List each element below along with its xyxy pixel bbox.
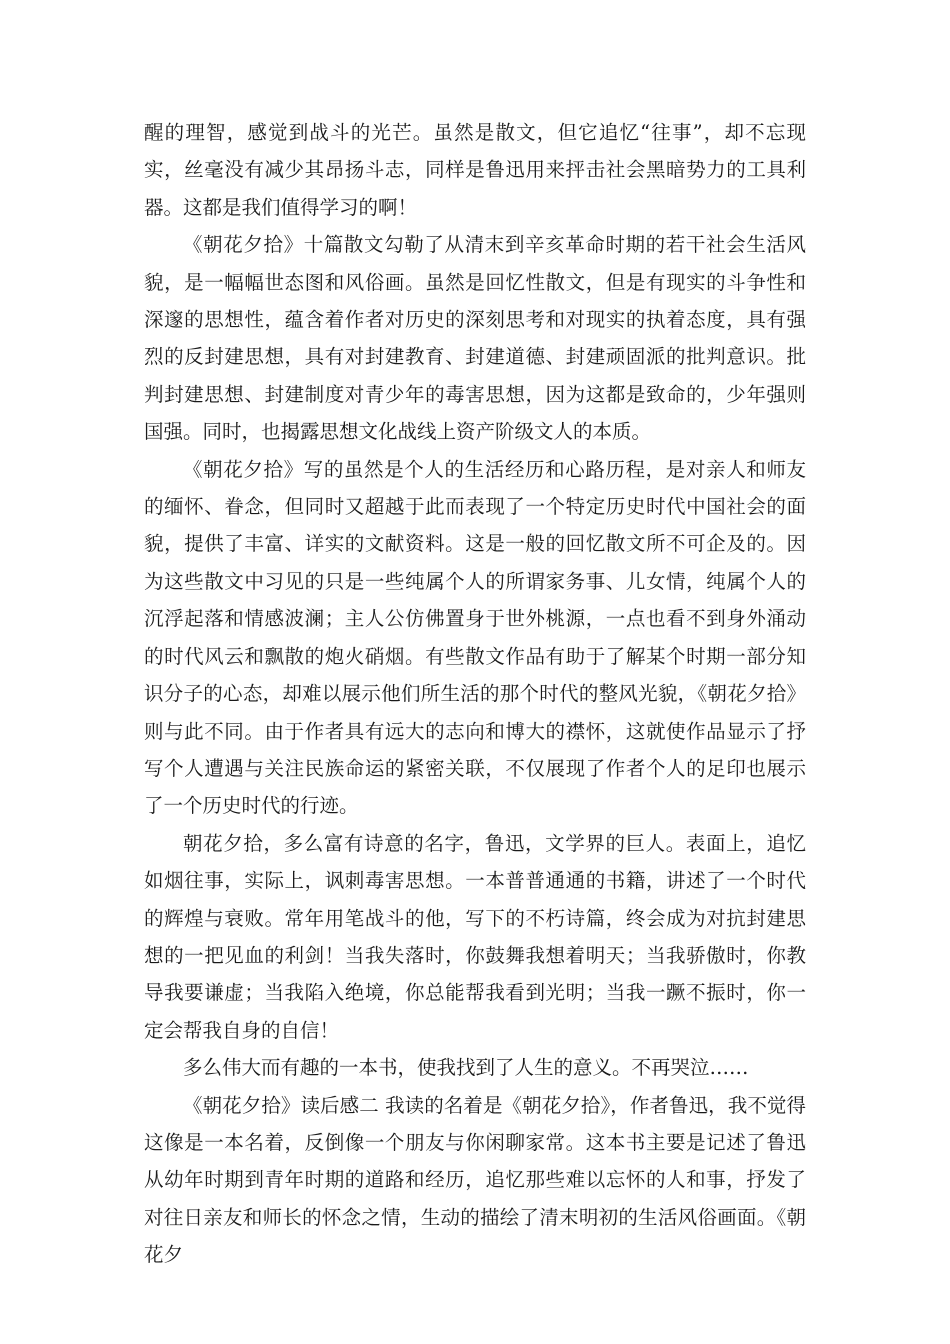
paragraph-6: 《朝花夕拾》读后感二 我读的名着是《朝花夕拾》，作者鲁迅，我不觉得这像是一本名着，反倒像一个朋友与你闲聊家常。这本书主要是记述了鲁迅从幼年时期到青年时期的道路和经历，追忆那些难以忘怀的人和事，抒发了对往日亲友和师长的怀念之情，生动的描绘了清末明初的生活风俗画面。《朝花夕 xyxy=(144,1093,806,1267)
document-body xyxy=(144,114,806,1274)
paragraph-3: 《朝花夕拾》写的虽然是个人的生活经历和心路历程，是对亲人和师友的缅怀、眷念，但同时又超越于此而表现了一个特定历史时代中国社会的面貌，提供了丰富、详实的文献资料。这是一般的回忆散文所不可企及的。因为这些散文中习见的只是一些纯属个人的所谓家务事、儿女情，纯属个人的沉浮起落和情感波澜；主人公仿佛置身于世外桃源，一点也看不到身外涌动的时代风云和飘散的炮火硝烟。有些散文作品有助于了解某个时期一部分知识分子的心态，却难以展示他们所生活的那个时代的整风光貌，《朝花夕拾》则与此不同。由于作者具有远大的志向和博大的襟怀，这就使作品显示了抒写个人遭遇与关注民族命运的紧密关联，不仅展现了作者个人的足印也展示了一个历史时代的行迹。 xyxy=(144,457,806,818)
paragraph-1: 醒的理智，感觉到战斗的光芒。虽然是散文，但它追忆“往事”，却不忘现实，丝毫没有减少其昂扬斗志，同样是鲁迅用来抨击社会黑暗势力的工具利器。这都是我们值得学习的啊！ xyxy=(144,121,806,219)
paragraph-4: 朝花夕拾，多么富有诗意的名字，鲁迅，文学界的巨人。表面上，追忆如烟往事，实际上，讽刺毒害思想。一本普普通通的书籍，讲述了一个时代的辉煌与衰败。常年用笔战斗的他，写下的不朽诗篇，终会成为对抗封建思想的一把见血的利剑！当我失落时，你鼓舞我想着明天；当我骄傲时，你教导我要谦虚；当我陷入绝境，你总能帮我看到光明；当我一蹶不振时，你一定会帮我自身的自信！ xyxy=(144,831,806,1042)
paragraph-2: 《朝花夕拾》十篇散文勾勒了从清末到辛亥革命时期的若干社会生活风貌，是一幅幅世态图和风俗画。虽然是回忆性散文，但是有现实的斗争性和深邃的思想性，蕴含着作者对历史的深刻思考和对现实的执着态度，具有强烈的反封建思想，具有对封建教育、封建道德、封建顽固派的批判意识。批判封建思想、封建制度对青少年的毒害思想，因为这都是致命的，少年强则国强。同时，也揭露思想文化战线上资产阶级文人的本质。 xyxy=(144,233,806,444)
paragraph-5: 多么伟大而有趣的一本书，使我找到了人生的意义。不再哭泣…… xyxy=(183,1056,749,1080)
